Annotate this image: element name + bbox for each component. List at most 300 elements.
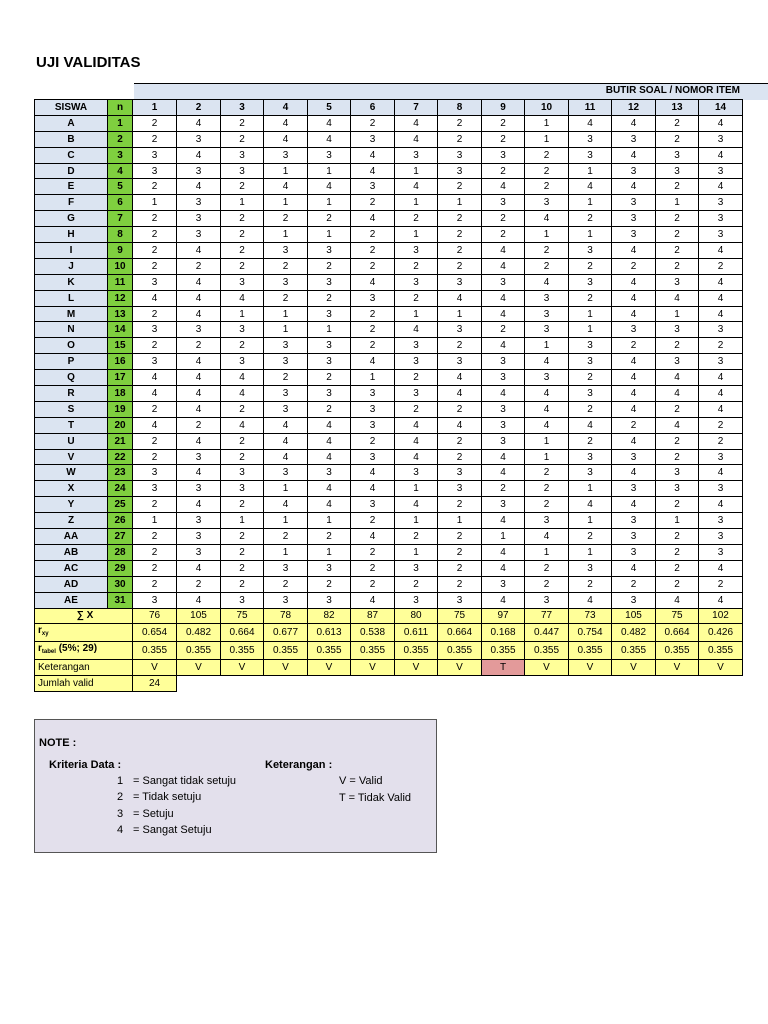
score-cell: 2 [264,370,308,386]
score-cell: 2 [438,227,482,243]
student-number: 29 [108,560,133,576]
score-cell: 4 [351,529,395,545]
score-cell: 2 [351,115,395,131]
score-cell: 3 [482,370,525,386]
rtabel-row-cell: 0.355 [656,642,699,660]
keterangan-row-cell: V [699,660,743,676]
sum-row-label: ∑ X [35,608,133,624]
score-cell: 4 [525,354,569,370]
score-cell: 2 [351,243,395,259]
score-cell: 4 [264,179,308,195]
score-cell: 3 [308,465,351,481]
score-cell: 4 [525,417,569,433]
student-name: W [35,465,108,481]
student-name: H [35,227,108,243]
student-number: 11 [108,274,133,290]
student-name: K [35,274,108,290]
rtabel-row-cell: 0.355 [482,642,525,660]
score-cell: 2 [351,433,395,449]
score-cell: 4 [482,513,525,529]
score-cell: 3 [656,354,699,370]
score-cell: 2 [656,211,699,227]
score-cell: 4 [395,497,438,513]
score-cell: 3 [482,401,525,417]
score-cell: 4 [177,115,221,131]
table-row [35,195,743,211]
score-cell: 4 [482,449,525,465]
table-row [35,354,743,370]
item-header: 6 [351,100,395,116]
score-cell: 1 [264,306,308,322]
jumlah-valid-label: Jumlah valid [35,676,133,692]
score-cell: 1 [525,449,569,465]
score-cell: 2 [569,433,612,449]
item-header: 9 [482,100,525,116]
table-row [35,417,743,433]
score-cell: 3 [351,401,395,417]
score-cell: 4 [438,370,482,386]
score-cell: 3 [699,163,743,179]
score-cell: 2 [264,576,308,592]
score-cell: 3 [438,322,482,338]
score-cell: 2 [525,576,569,592]
score-cell: 3 [438,147,482,163]
score-cell: 4 [438,290,482,306]
score-cell: 2 [438,179,482,195]
score-cell: 3 [438,354,482,370]
student-number: 5 [108,179,133,195]
keterangan-row-cell: V [133,660,177,676]
score-cell: 4 [395,179,438,195]
rxy-row-cell: 0.654 [133,624,177,642]
item-header: 1 [133,100,177,116]
score-cell: 3 [395,243,438,259]
score-cell: 4 [699,465,743,481]
score-cell: 3 [308,354,351,370]
keterangan-row-cell: V [395,660,438,676]
keterangan-row-cell: V [177,660,221,676]
table-row [35,370,743,386]
score-cell: 3 [264,592,308,608]
score-cell: 2 [351,544,395,560]
score-cell: 1 [264,322,308,338]
student-name: G [35,211,108,227]
item-header: 14 [699,100,743,116]
score-cell: 3 [699,322,743,338]
rxy-row-cell: 0.664 [656,624,699,642]
score-cell: 2 [133,243,177,259]
score-cell: 3 [264,274,308,290]
score-cell: 3 [221,274,264,290]
score-cell: 1 [264,544,308,560]
score-cell: 2 [525,258,569,274]
score-cell: 3 [612,529,656,545]
student-name: X [35,481,108,497]
item-header: 10 [525,100,569,116]
score-cell: 3 [395,338,438,354]
student-name: AD [35,576,108,592]
score-cell: 3 [482,576,525,592]
student-name: F [35,195,108,211]
score-cell: 2 [221,115,264,131]
rtabel-row-cell: 0.355 [264,642,308,660]
score-cell: 2 [221,401,264,417]
score-cell: 2 [438,433,482,449]
score-cell: 2 [656,544,699,560]
score-cell: 3 [656,274,699,290]
score-cell: 4 [656,592,699,608]
score-cell: 2 [133,544,177,560]
score-cell: 2 [308,290,351,306]
score-cell: 1 [438,306,482,322]
keterangan-row-cell: T [482,660,525,676]
score-cell: 2 [133,306,177,322]
score-cell: 4 [482,258,525,274]
score-cell: 4 [308,497,351,513]
score-cell: 2 [133,338,177,354]
score-cell: 3 [133,163,177,179]
score-cell: 3 [177,163,221,179]
rtabel-row [35,642,743,660]
score-cell: 3 [482,195,525,211]
kriteria-value: = Setuju [133,808,174,820]
keterangan-row-cell: V [308,660,351,676]
table-row [35,290,743,306]
score-cell: 4 [177,433,221,449]
siswa-header: SISWA [35,100,108,116]
score-cell: 4 [438,417,482,433]
keterangan-valid: V = Valid [339,775,383,787]
score-cell: 4 [308,481,351,497]
validity-table [34,99,743,692]
score-cell: 4 [351,354,395,370]
score-cell: 3 [569,465,612,481]
score-cell: 2 [438,338,482,354]
score-cell: 2 [438,211,482,227]
score-cell: 3 [308,560,351,576]
score-cell: 2 [569,370,612,386]
student-name: I [35,243,108,259]
score-cell: 3 [395,465,438,481]
score-cell: 1 [308,322,351,338]
score-cell: 3 [525,370,569,386]
keterangan-row-label: Keterangan [35,660,133,676]
score-cell: 3 [612,481,656,497]
score-cell: 4 [177,465,221,481]
score-cell: 2 [177,338,221,354]
score-cell: 2 [699,433,743,449]
score-cell: 2 [395,529,438,545]
table-row [35,131,743,147]
score-cell: 4 [177,306,221,322]
score-cell: 3 [699,195,743,211]
score-cell: 4 [612,115,656,131]
item-header: 3 [221,100,264,116]
item-header: 5 [308,100,351,116]
student-number: 24 [108,481,133,497]
student-name: AA [35,529,108,545]
table-row [35,560,743,576]
student-name: Z [35,513,108,529]
score-cell: 3 [438,592,482,608]
table-row [35,322,743,338]
score-cell: 4 [699,243,743,259]
table-row [35,497,743,513]
score-cell: 2 [264,258,308,274]
student-name: M [35,306,108,322]
student-name: R [35,386,108,402]
rtabel-row-cell: 0.355 [612,642,656,660]
score-cell: 2 [482,227,525,243]
score-cell: 4 [308,115,351,131]
score-cell: 1 [525,227,569,243]
score-cell: 4 [308,449,351,465]
score-cell: 3 [569,243,612,259]
score-cell: 3 [438,465,482,481]
score-cell: 2 [395,576,438,592]
table-row [35,163,743,179]
rxy-row-cell: 0.482 [177,624,221,642]
rxy-row [35,624,743,642]
student-number: 21 [108,433,133,449]
score-cell: 4 [351,147,395,163]
score-cell: 1 [395,481,438,497]
score-cell: 4 [656,290,699,306]
rtabel-row-cell: 0.355 [308,642,351,660]
sum-row-cell: 105 [177,608,221,624]
score-cell: 4 [482,338,525,354]
score-cell: 4 [612,243,656,259]
score-cell: 3 [264,338,308,354]
score-cell: 2 [395,211,438,227]
student-number: 31 [108,592,133,608]
score-cell: 4 [612,354,656,370]
table-row [35,465,743,481]
score-cell: 4 [308,179,351,195]
score-cell: 3 [133,481,177,497]
score-cell: 2 [569,576,612,592]
score-cell: 1 [569,544,612,560]
score-cell: 2 [525,481,569,497]
score-cell: 4 [395,449,438,465]
keterangan-tidak-valid: T = Tidak Valid [339,792,412,804]
student-number: 16 [108,354,133,370]
score-cell: 4 [177,592,221,608]
score-cell: 4 [612,179,656,195]
score-cell: 3 [525,306,569,322]
score-cell: 4 [221,417,264,433]
score-cell: 3 [221,322,264,338]
table-row [35,449,743,465]
score-cell: 3 [569,274,612,290]
score-cell: 2 [569,211,612,227]
score-cell: 2 [133,433,177,449]
score-cell: 4 [525,401,569,417]
sum-row-cell: 73 [569,608,612,624]
score-cell: 2 [351,227,395,243]
score-cell: 4 [395,115,438,131]
score-cell: 2 [308,370,351,386]
score-cell: 3 [221,163,264,179]
score-cell: 2 [569,258,612,274]
score-cell: 4 [264,497,308,513]
score-cell: 2 [177,417,221,433]
score-cell: 3 [482,433,525,449]
score-cell: 4 [133,386,177,402]
score-cell: 3 [612,513,656,529]
kriteria-key: 2 [117,791,124,803]
score-cell: 4 [308,417,351,433]
score-cell: 2 [351,195,395,211]
score-cell: 1 [525,433,569,449]
score-cell: 4 [395,433,438,449]
student-number: 20 [108,417,133,433]
score-cell: 1 [656,195,699,211]
student-number: 2 [108,131,133,147]
score-cell: 3 [264,465,308,481]
score-cell: 2 [395,370,438,386]
score-cell: 4 [612,433,656,449]
score-cell: 3 [395,274,438,290]
page-title: UJI VALIDITAS [36,54,141,71]
student-number: 14 [108,322,133,338]
keterangan-row-cell: V [438,660,482,676]
score-cell: 2 [351,306,395,322]
score-cell: 2 [308,211,351,227]
score-cell: 2 [699,258,743,274]
score-cell: 4 [482,179,525,195]
score-cell: 2 [438,449,482,465]
score-cell: 2 [525,179,569,195]
score-cell: 4 [482,243,525,259]
score-cell: 2 [438,560,482,576]
score-cell: 3 [699,131,743,147]
score-cell: 2 [133,401,177,417]
score-cell: 2 [569,401,612,417]
rtabel-row-cell: 0.355 [699,642,743,660]
butir-header-band [134,83,768,100]
sum-row-cell: 82 [308,608,351,624]
score-cell: 3 [264,560,308,576]
score-cell: 2 [308,401,351,417]
score-cell: 4 [351,592,395,608]
score-cell: 4 [351,211,395,227]
score-cell: 2 [482,322,525,338]
score-cell: 2 [525,465,569,481]
table-row [35,592,743,608]
score-cell: 4 [308,131,351,147]
score-cell: 2 [612,576,656,592]
student-number: 3 [108,147,133,163]
score-cell: 2 [438,258,482,274]
score-cell: 3 [177,131,221,147]
score-cell: 3 [612,131,656,147]
score-cell: 4 [221,386,264,402]
score-cell: 3 [482,274,525,290]
student-number: 18 [108,386,133,402]
score-cell: 1 [395,163,438,179]
score-cell: 3 [525,513,569,529]
score-cell: 3 [308,306,351,322]
rxy-row-cell: 0.677 [264,624,308,642]
score-cell: 1 [569,322,612,338]
student-name: AC [35,560,108,576]
rtabel-row-cell: 0.355 [351,642,395,660]
student-number: 6 [108,195,133,211]
score-cell: 3 [351,386,395,402]
score-cell: 1 [264,513,308,529]
score-cell: 2 [656,258,699,274]
score-cell: 4 [308,433,351,449]
score-cell: 3 [221,465,264,481]
score-cell: 2 [133,179,177,195]
student-number: 12 [108,290,133,306]
rxy-row-cell: 0.538 [351,624,395,642]
score-cell: 2 [395,290,438,306]
keterangan-row-cell: V [569,660,612,676]
score-cell: 1 [569,481,612,497]
item-header: 12 [612,100,656,116]
student-number: 15 [108,338,133,354]
item-header: 7 [395,100,438,116]
score-cell: 2 [351,576,395,592]
score-cell: 3 [351,417,395,433]
student-name: P [35,354,108,370]
score-cell: 1 [221,306,264,322]
score-cell: 3 [656,163,699,179]
student-name: E [35,179,108,195]
score-cell: 2 [221,338,264,354]
score-cell: 3 [612,163,656,179]
score-cell: 4 [395,322,438,338]
score-cell: 3 [438,163,482,179]
keterangan-row-cell: V [525,660,569,676]
score-cell: 2 [221,433,264,449]
score-cell: 4 [699,274,743,290]
score-cell: 1 [308,195,351,211]
score-cell: 2 [351,338,395,354]
score-cell: 3 [308,386,351,402]
kriteria-value: = Sangat tidak setuju [133,775,237,787]
student-name: J [35,258,108,274]
score-cell: 4 [177,147,221,163]
rxy-row-cell: 0.482 [612,624,656,642]
student-name: C [35,147,108,163]
score-cell: 1 [525,338,569,354]
student-number: 13 [108,306,133,322]
table-row [35,513,743,529]
score-cell: 1 [569,227,612,243]
score-cell: 3 [221,481,264,497]
score-cell: 3 [177,513,221,529]
score-cell: 2 [438,131,482,147]
score-cell: 4 [612,560,656,576]
score-cell: 4 [482,544,525,560]
rtabel-row-cell: 0.355 [395,642,438,660]
score-cell: 2 [482,211,525,227]
item-header: 13 [656,100,699,116]
score-cell: 2 [133,211,177,227]
sum-row-cell: 75 [656,608,699,624]
score-cell: 4 [569,592,612,608]
score-cell: 3 [177,481,221,497]
rtabel-row-cell: 0.355 [133,642,177,660]
student-name: D [35,163,108,179]
score-cell: 2 [351,322,395,338]
score-cell: 2 [656,401,699,417]
student-name: N [35,322,108,338]
score-cell: 4 [612,497,656,513]
